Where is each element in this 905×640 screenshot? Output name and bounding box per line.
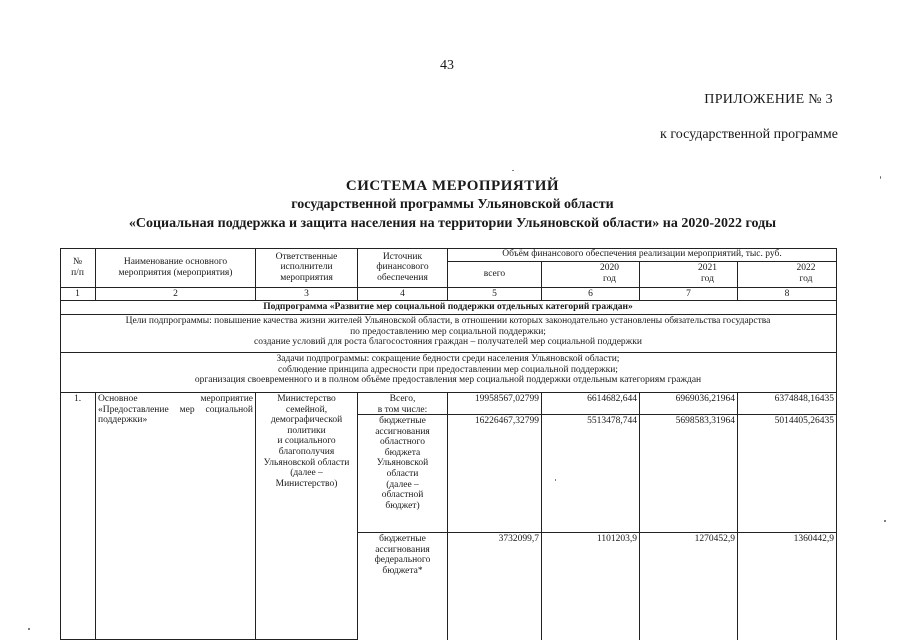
col-number-7: 7 bbox=[640, 288, 738, 301]
program-name: «Социальная поддержка и защита населения на территории Ульяновской области» на 2020-2022 годы bbox=[128, 216, 777, 231]
scan-speck bbox=[28, 628, 30, 630]
col-number-5: 5 bbox=[448, 288, 542, 301]
document-title: СИСТЕМА МЕРОПРИЯТИЙ bbox=[345, 178, 560, 194]
header-source: Источник финансового обеспечения bbox=[358, 248, 448, 288]
header-total: всего bbox=[448, 262, 542, 288]
appendix-label: ПРИЛОЖЕНИЕ № 3 bbox=[704, 92, 833, 107]
row1-total-2020: 6614682,644 bbox=[542, 393, 640, 415]
row1-regional-sum: 16226467,32799 bbox=[448, 415, 542, 533]
row1-regional-2021: 5698583,31964 bbox=[640, 415, 738, 533]
program-reference: к государственной программе bbox=[660, 127, 838, 142]
row1-federal-2021: 1270452,9 bbox=[640, 533, 738, 640]
row1-federal-2022: 1360442,9 bbox=[738, 533, 837, 640]
row1-total-sum: 19958567,02799 bbox=[448, 393, 542, 415]
row1-source-regional-label: бюджетные ассигнования областного бюджета Ульяновской области (далее – областной бюджет) bbox=[358, 415, 448, 533]
header-volume: Объём финансового обеспечения реализации мероприятий, тыс. руб. bbox=[448, 248, 837, 262]
document-subtitle: государственной программы Ульяновской области bbox=[291, 197, 614, 212]
row1-federal-sum: 3732099,7 bbox=[448, 533, 542, 640]
row1-name: Основное мероприятие «Предоставление мер социальной поддержки» bbox=[96, 393, 256, 640]
row1-total-2022: 6374848,16435 bbox=[738, 393, 837, 415]
row1-regional-2020: 5513478,744 bbox=[542, 415, 640, 533]
measures-table bbox=[60, 248, 837, 640]
scan-speck bbox=[880, 176, 881, 179]
col-number-8: 8 bbox=[738, 288, 837, 301]
col-number-1: 1 bbox=[60, 288, 96, 301]
subprogram-title: Подпрограмма «Развитие мер социальной поддержки отдельных категорий граждан» bbox=[60, 301, 837, 315]
col-number-2: 2 bbox=[96, 288, 256, 301]
scan-speck bbox=[555, 479, 556, 481]
row1-num: 1. bbox=[60, 393, 96, 640]
col-number-4: 4 bbox=[358, 288, 448, 301]
subprogram-tasks: Задачи подпрограммы: сокращение бедности среди населения Ульяновской области; соблюдение принципа адресности при предоставлении мер социальной поддержки; организация своевременного и в полном объёме предоставления мер социальной поддержки отдельным категориям граждан bbox=[60, 353, 837, 393]
header-num: № п/п bbox=[60, 248, 96, 288]
row1-responsible: Министерство семейной, демографической политики и социального благополучия Ульяновской области (далее – Министерство) bbox=[256, 393, 358, 640]
col-number-6: 6 bbox=[542, 288, 640, 301]
header-2021: 2021 год bbox=[640, 262, 738, 288]
row1-total-2021: 6969036,21964 bbox=[640, 393, 738, 415]
page-number: 43 bbox=[440, 58, 454, 73]
header-responsible: Ответственные исполнители мероприятия bbox=[256, 248, 358, 288]
col-number-3: 3 bbox=[256, 288, 358, 301]
subprogram-goals: Цели подпрограммы: повышение качества жизни жителей Ульяновской области, в отношении которых законодательно установлены обязательства государства по предоставлению мер социальной поддержки; создание условий для роста благосостояния граждан – получателей мер социальной поддержки bbox=[60, 315, 837, 353]
row1-source-federal-label: бюджетные ассигнования федерального бюджета* bbox=[358, 533, 448, 640]
row1-regional-2022: 5014405,26435 bbox=[738, 415, 837, 533]
scan-speck bbox=[884, 520, 886, 522]
scan-speck bbox=[512, 170, 514, 171]
row1-source-total-label: Всего, в том числе: bbox=[358, 393, 448, 415]
header-name: Наименование основного мероприятия (мероприятия) bbox=[96, 248, 256, 288]
header-2020: 2020 год bbox=[542, 262, 640, 288]
header-2022: 2022 год bbox=[738, 262, 837, 288]
row1-federal-2020: 1101203,9 bbox=[542, 533, 640, 640]
